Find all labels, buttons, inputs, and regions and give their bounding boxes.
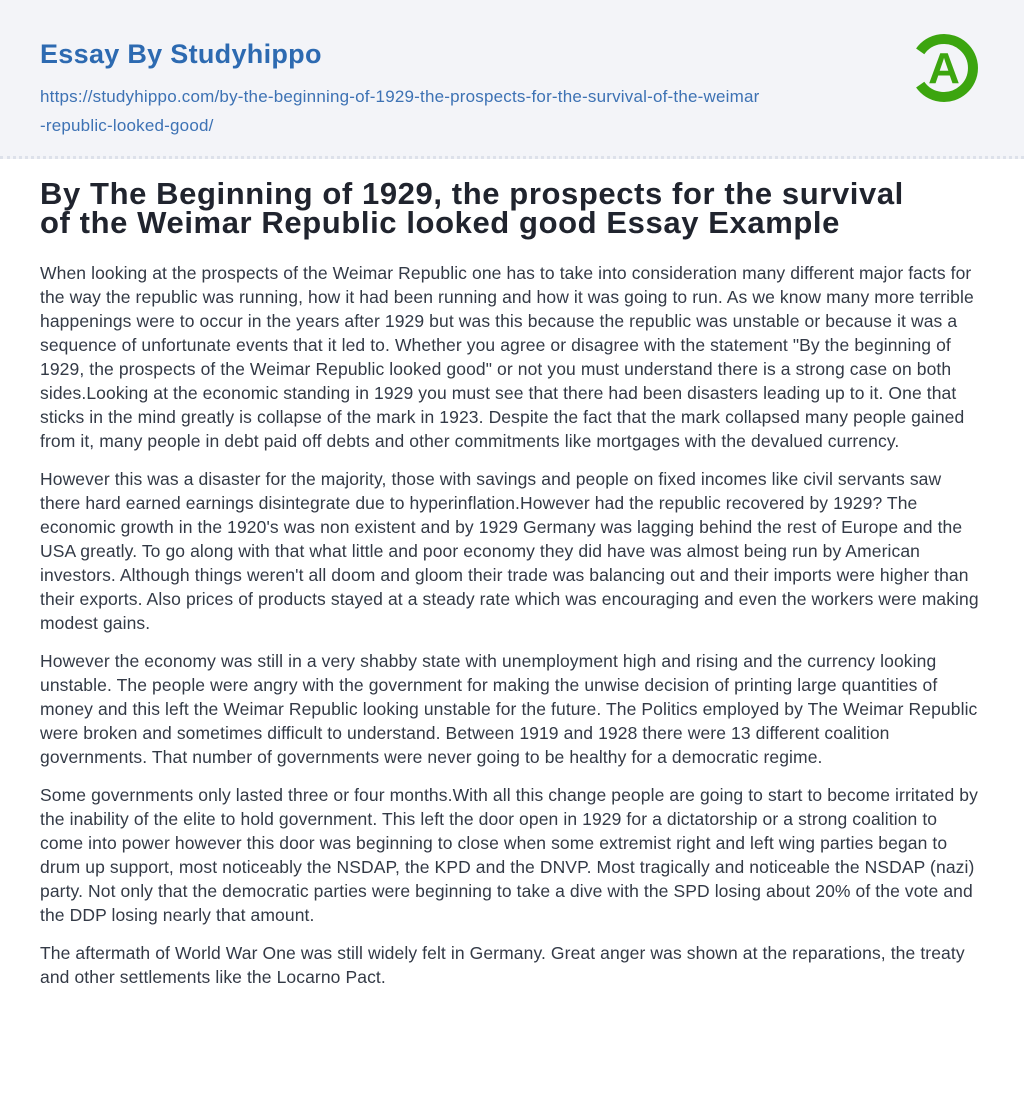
essay-paragraph-1: When looking at the prospects of the Weimar Republic one has to take into consideration many different major facts for the way the republic was running, how it had been running and how it was going to run. As we know many more terrible happenings were to occur in the years after 1929 but was this because the republic was unstable or because it was a sequence of unfortunate events that it led to. Whether you agree or disagree with the statement "By the beginning of 1929, the prospects of the Weimar Republic looked good" or not you must understand there is a strong case on both sides.Looking at the economic standing in 1929 you must see that there had been disasters leading up to it. One that sticks in the mind greatly is collapse of the mark in 1923. Despite the fact that the mark collapsed many people gained from it, many people in debt paid off debts and other commitments like mortgages with the devalued currency.	[40, 262, 974, 451]
brand-title: Essay By Studyhippo	[40, 39, 322, 69]
logo-letter-a: A	[928, 44, 960, 93]
header	[0, 0, 1024, 159]
essay-paragraph-3: However the economy was still in a very shabby state with unemployment high and rising and the currency looking unstable. The people were angry with the government for making the unwise decision of printing large quantities of money and this left the Weimar Republic looking unstable for the future. The Politics employed by The Weimar Republic were broken and sometimes difficult to understand. Between 1919 and 1928 there were 13 different coalition governments. That number of governments were never going to be healthy for a democratic regime.	[40, 650, 978, 767]
essay-paragraph-2: However this was a disaster for the majority, those with savings and people on fixed incomes like civil servants saw there hard earned earnings disintegrate due to hyperinflation.However had the republic recovered by 1929? The economic growth in the 1920's was non existent and by 1929 Germany was lagging behind the rest of Europe and the USA greatly. To go along with that what little and poor economy they did have was almost being run by American investors. Although things weren't all doom and gloom their trade was balancing out and their imports were higher than their exports. Also prices of products stayed at a steady rate which was encouraging and even the workers were making modest gains.	[40, 468, 979, 633]
header-text	[40, 40, 984, 140]
logo-ring-icon	[904, 28, 984, 108]
studyhippo-logo	[904, 28, 984, 108]
essay-paragraph-4: Some governments only lasted three or four months.With all this change people are going to start to become irritated by the inability of the elite to hold government. This left the door open in 1929 for a dictatorship or a strong coalition to come into power however this door was beginning to close when some extremist right and left wing parties began to drum up support, most noticeably the NSDAP, the KPD and the DNVP. Most tragically and noticeable the NSDAP (nazi) party. Not only that the democratic parties were beginning to take a dive with the SPD losing about 20% of the vote and the DDP losing nearly that amount.	[40, 784, 978, 925]
essay-paragraph-5: The aftermath of World War One was still widely felt in Germany. Great anger was shown at the reparations, the treaty and other settlements like the Locarno Pact.	[40, 942, 965, 987]
source-url-link[interactable]: https://studyhippo.com/by-the-beginning-of-1929-the-prospects-for-the-survival-of-the-weimar-republic-looked-good/	[40, 86, 760, 135]
essay-title: By The Beginning of 1929, the prospects for the survival of the Weimar Republic looked good Essay Example	[40, 175, 904, 240]
essay-content	[0, 175, 1024, 1043]
